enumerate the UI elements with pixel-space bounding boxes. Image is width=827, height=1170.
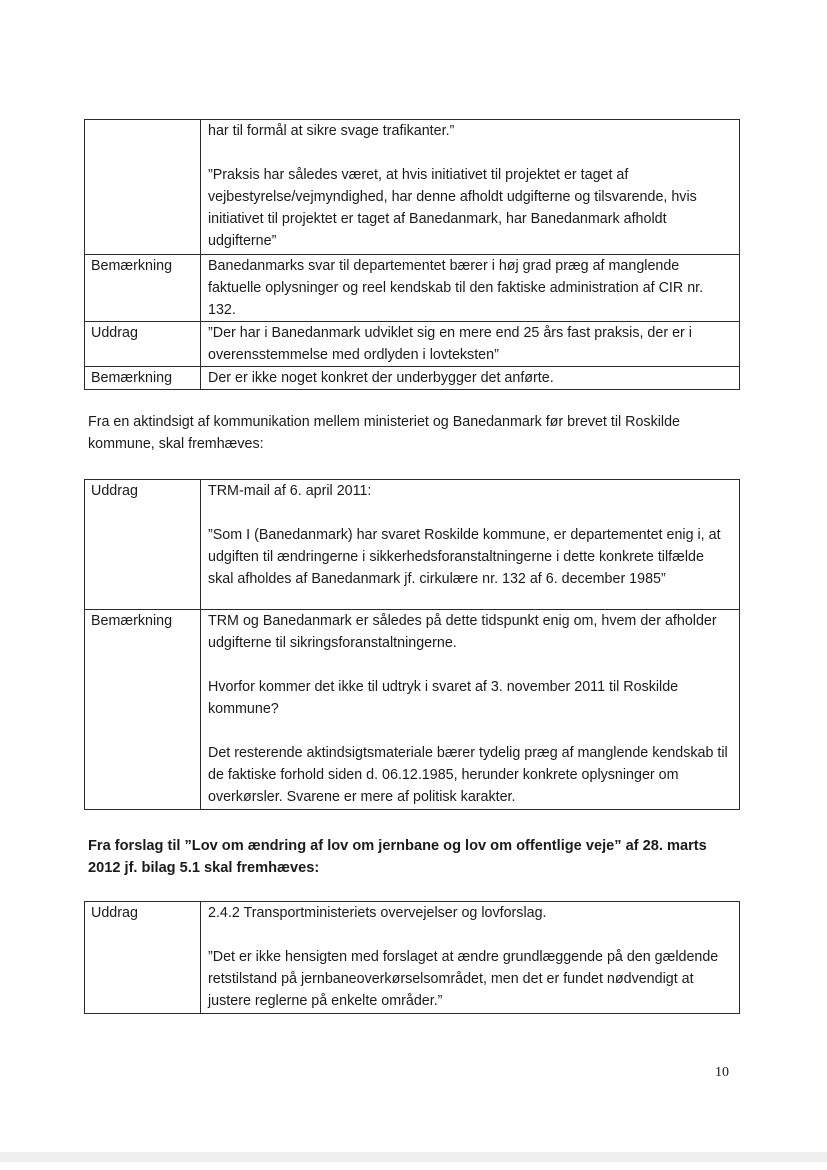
scan-edge <box>0 1152 827 1162</box>
table-row <box>85 367 740 390</box>
row-label: Bemærkning <box>85 610 201 810</box>
row-label: Uddrag <box>85 902 201 1014</box>
paragraph: har til formål at sikre svage trafikanter.” <box>208 123 455 139</box>
paragraph: 2.4.2 Transportministeriets overvejelser og lovforslag. <box>208 905 547 921</box>
row-label <box>85 120 201 255</box>
excerpt-table-2 <box>84 479 740 810</box>
paragraph: TRM og Banedanmark er således på dette tidspunkt enig om, hvem der afholder udgifterne til sikringsforanstaltningerne. <box>208 613 717 651</box>
paragraph: Hvorfor kommer det ikke til udtryk i svaret af 3. november 2011 til Roskilde kommune? <box>208 679 679 717</box>
row-content <box>201 255 740 322</box>
table-row <box>85 322 740 367</box>
paragraph: TRM-mail af 6. april 2011: <box>208 483 372 499</box>
row-label: Uddrag <box>85 322 201 367</box>
row-label: Bemærkning <box>85 367 201 390</box>
row-content <box>201 610 740 810</box>
table-row <box>85 255 740 322</box>
paragraph: Banedanmarks svar til departementet bærer i høj grad præg af manglende faktuelle oplysninger og reel kendskab til den faktiske administration af CIR nr. 132. <box>208 258 704 318</box>
section-heading: Fra forslag til ”Lov om ændring af lov om jernbane og lov om offentlige veje” af 28. marts 2012 jf. bilag 5.1 skal fremhæves: <box>88 838 707 876</box>
table-row <box>85 480 740 610</box>
row-content <box>201 120 740 255</box>
excerpt-table-1 <box>84 119 740 390</box>
paragraph: Det resterende aktindsigtsmateriale bærer tydelig præg af manglende kendskab til de faktiske forhold siden d. 06.12.1985, herunder konkrete oplysninger om overkørsler. Svarene er mere af politisk karakter. <box>208 745 728 805</box>
paragraph: ”Praksis har således været, at hvis initiativet til projektet er taget af vejbestyrelse/vejmyndighed, har denne afholdt udgifterne og tilsvarende, hvis initiativet til projektet er taget af Banedanmark, har Banedanmark afholdt udgifterne” <box>208 167 697 249</box>
excerpt-table-3 <box>84 901 740 1014</box>
paragraph: ”Det er ikke hensigten med forslaget at ændre grundlæggende på den gældende retstilstand på jernbaneoverkørselsområdet, men det er fundet nødvendigt at justere reglerne på enkelte områder.” <box>208 949 719 1009</box>
row-label: Uddrag <box>85 480 201 610</box>
table-row <box>85 902 740 1014</box>
table-row <box>85 120 740 255</box>
row-label: Bemærkning <box>85 255 201 322</box>
paragraph: Der er ikke noget konkret der underbygger det anførte. <box>208 370 554 386</box>
paragraph: ”Som I (Banedanmark) har svaret Roskilde kommune, er departementet enig i, at udgiften til ændringerne i sikkerhedsforanstaltningerne i dette konkrete tilfælde skal afholdes af Banedanmark jf. cirkulære nr. 132 af 6. december 1985” <box>208 527 721 587</box>
intro-paragraph: Fra en aktindsigt af kommunikation mellem ministeriet og Banedanmark før brevet til Roskilde kommune, skal fremhæves: <box>88 414 680 452</box>
row-content <box>201 367 740 390</box>
row-content <box>201 322 740 367</box>
row-content <box>201 480 740 610</box>
paragraph: ”Der har i Banedanmark udviklet sig en mere end 25 års fast praksis, der er i overensstemmelse med ordlyden i lovteksten” <box>208 325 692 363</box>
page-number: 10 <box>715 1065 729 1080</box>
table-row <box>85 610 740 810</box>
row-content <box>201 902 740 1014</box>
